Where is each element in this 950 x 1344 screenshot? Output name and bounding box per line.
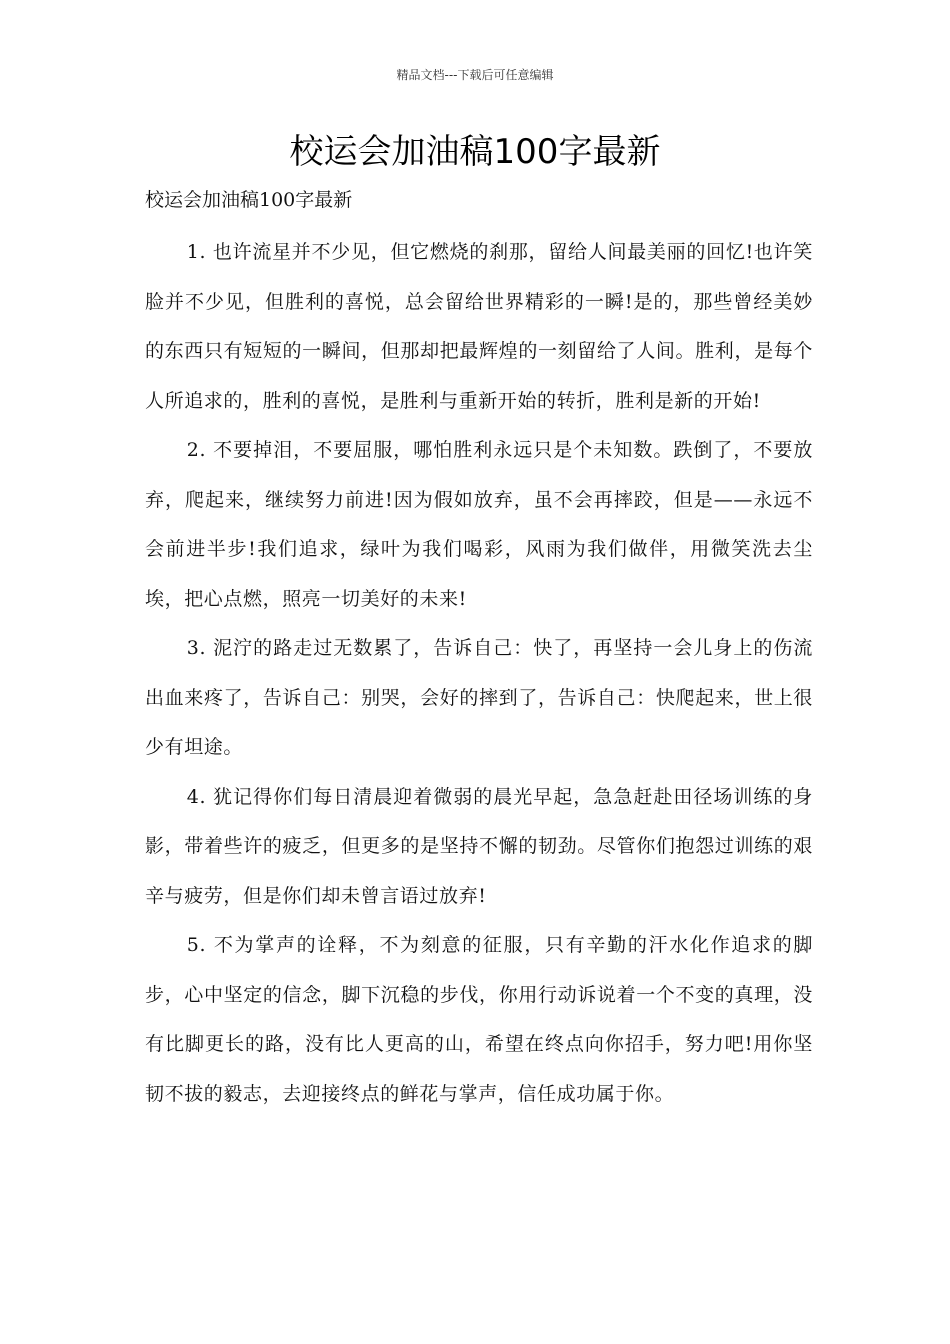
paragraph-2: 2. 不要掉泪，不要屈服，哪怕胜利永远只是个未知数。跌倒了，不要放弃，爬起来，继续努力前进!因为假如放弃，虽不会再摔跤，但是——永远不会前进半步!我们追求，绿叶为我们喝彩，风雨为我们做伴，用微笑洗去尘埃，把心点燃，照亮一切美好的未来! — [145, 439, 813, 610]
document-title: 校运会加油稿100字最新 — [289, 132, 661, 172]
document-subtitle: 校运会加油稿100字最新 — [145, 189, 353, 211]
paragraph-4: 4. 犹记得你们每日清晨迎着微弱的晨光早起，急急赶赴田径场训练的身影，带着些许的疲乏，但更多的是坚持不懈的韧劲。尽管你们抱怨过训练的艰辛与疲劳，但是你们却未曾言语过放弃! — [145, 785, 813, 907]
header-note: 精品文档---下载后可任意编辑 — [396, 68, 554, 82]
document-body — [145, 228, 813, 1119]
paragraph-1: 1. 也许流星并不少见，但它燃烧的刹那，留给人间最美丽的回忆!也许笑脸并不少见，但胜利的喜悦，总会留给世界精彩的一瞬!是的，那些曾经美妙的东西只有短短的一瞬间，但那却把最辉煌的一刻留给了人间。胜利，是每个人所追求的，胜利的喜悦，是胜利与重新开始的转折，胜利是新的开始! — [145, 241, 813, 412]
paragraph-5: 5. 不为掌声的诠释，不为刻意的征服，只有辛勤的汗水化作追求的脚步，心中坚定的信念，脚下沉稳的步伐，你用行动诉说着一个不变的真理，没有比脚更长的路，没有比人更高的山，希望在终点向你招手，努力吧!用你坚韧不拔的毅志，去迎接终点的鲜花与掌声，信任成功属于你。 — [145, 934, 813, 1105]
paragraph-3: 3. 泥泞的路走过无数累了，告诉自己：快了，再坚持一会儿身上的伤流出血来疼了，告诉自己：别哭，会好的摔到了，告诉自己：快爬起来，世上很少有坦途。 — [145, 637, 813, 758]
